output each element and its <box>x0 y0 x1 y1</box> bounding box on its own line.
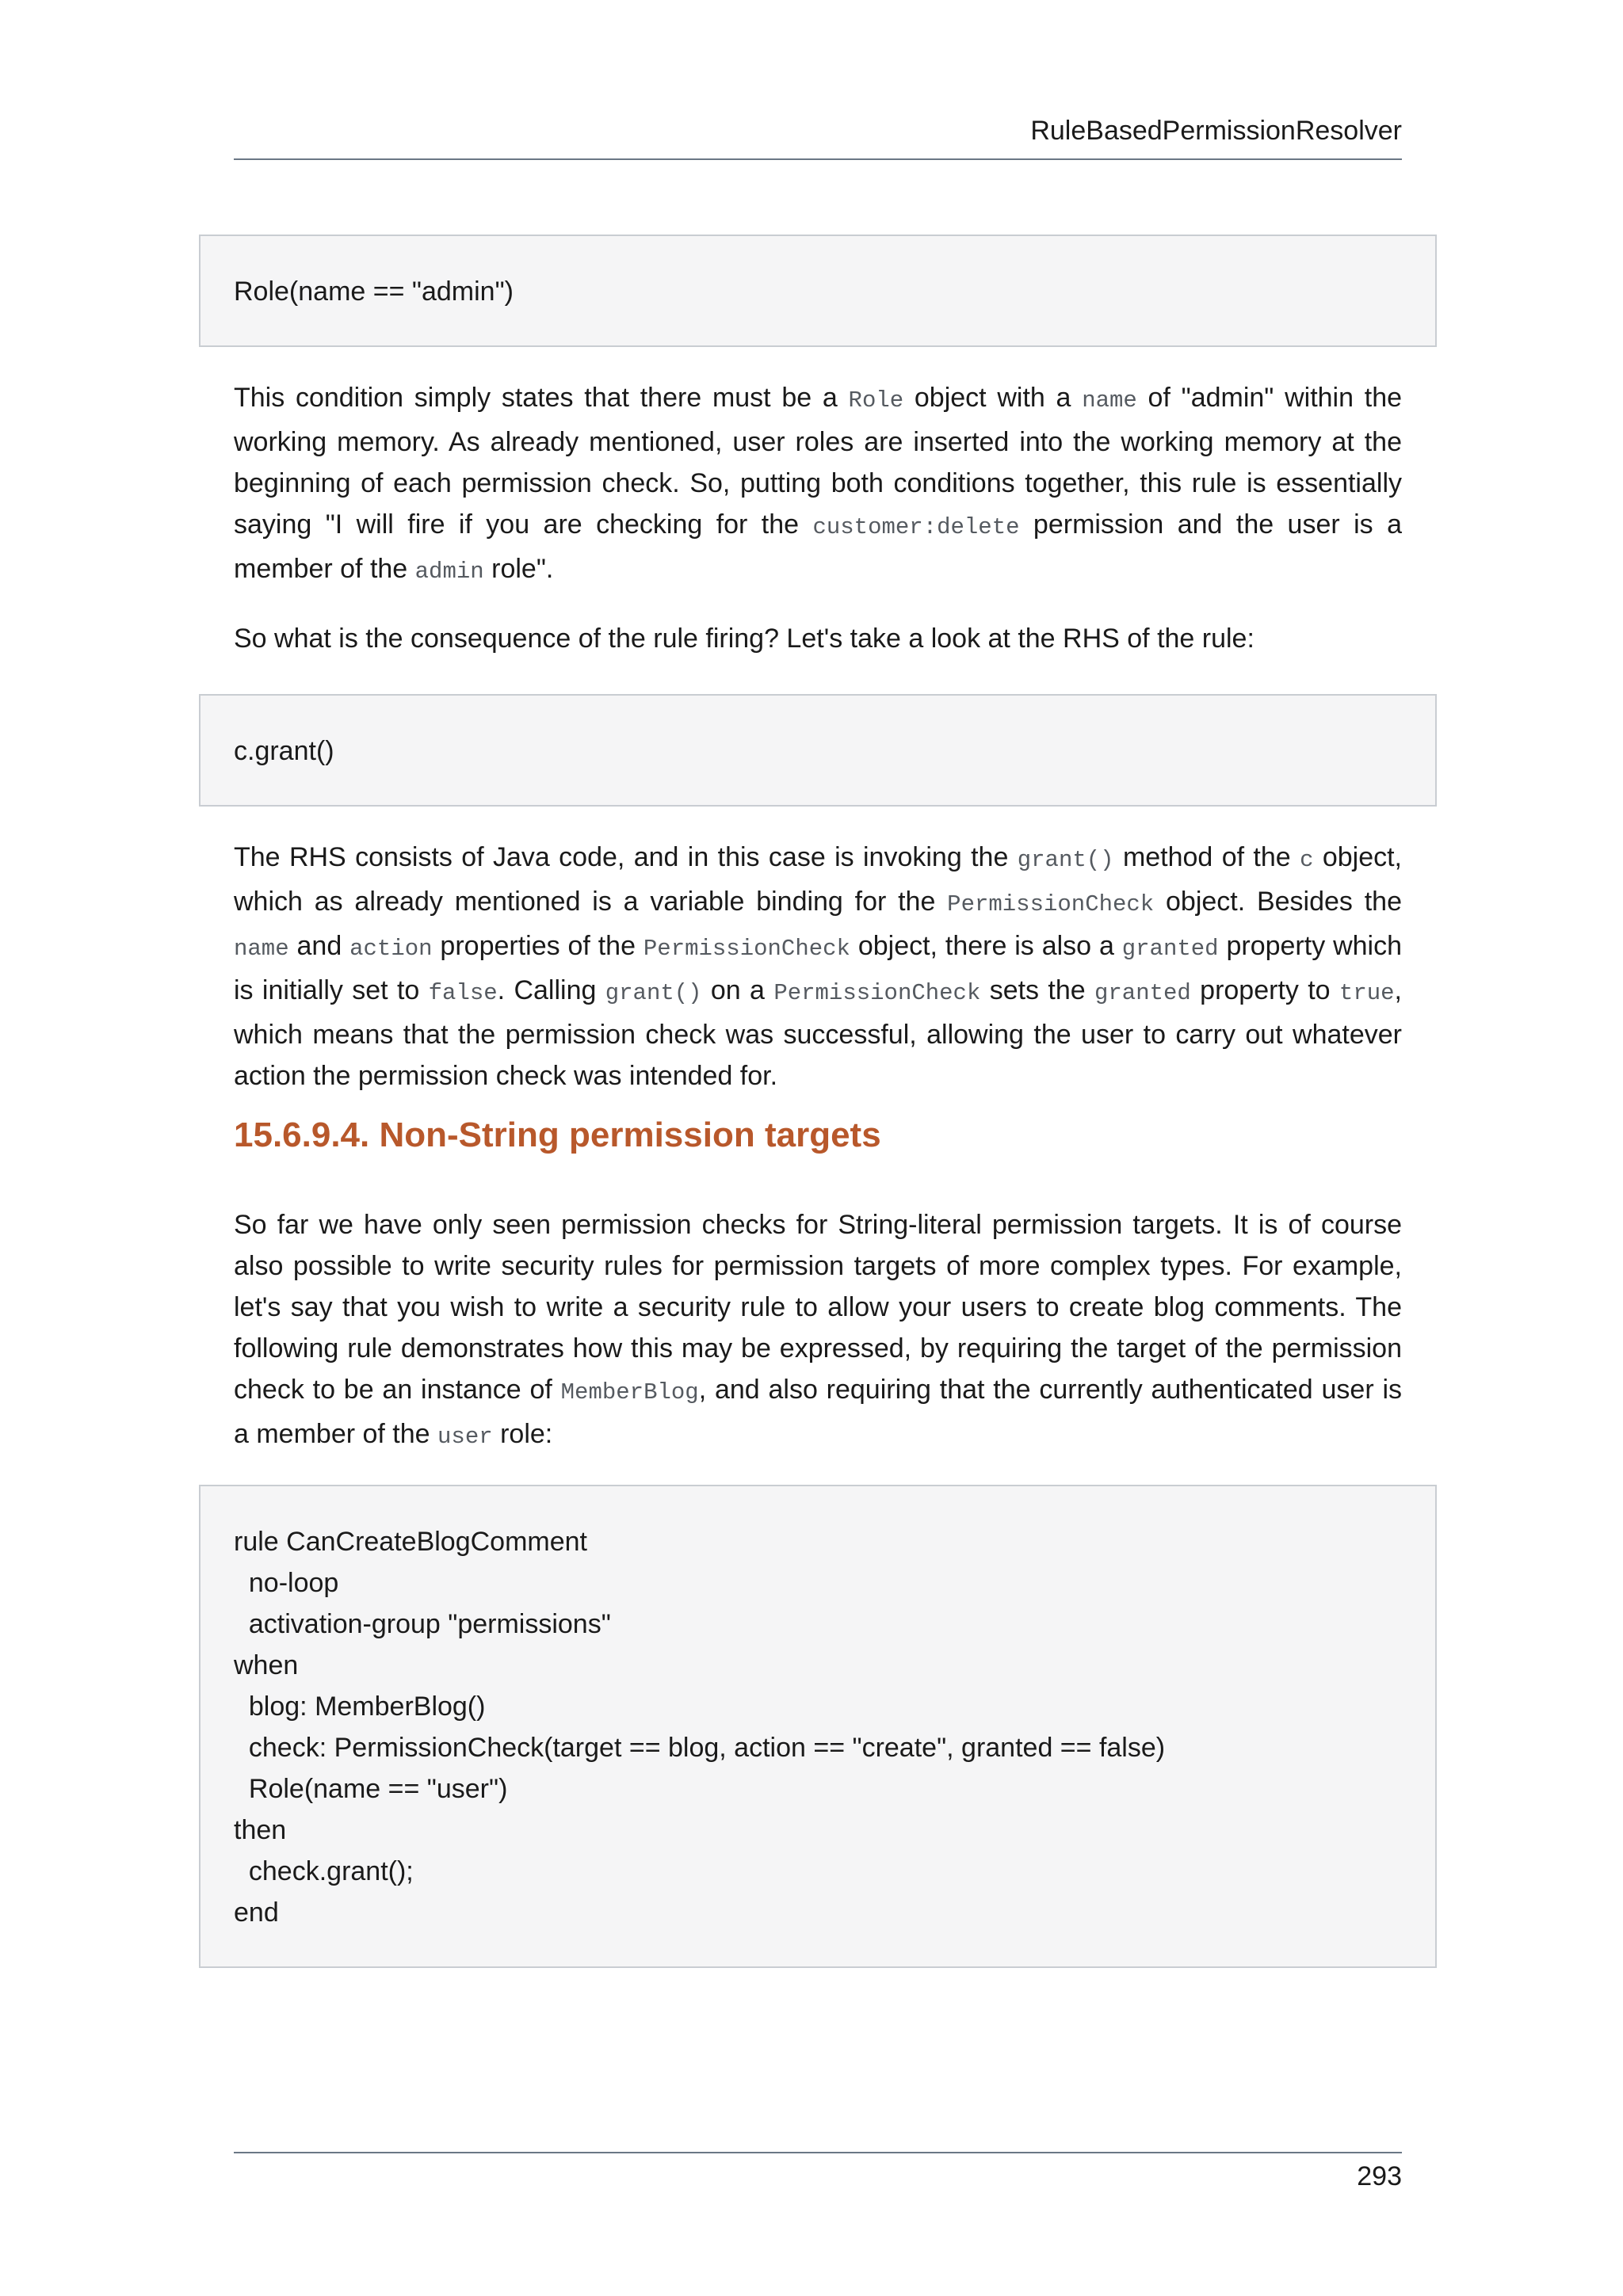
footer-divider <box>234 2152 1402 2153</box>
running-header-title: RuleBasedPermissionResolver <box>1030 116 1402 146</box>
paragraph-rhs-explanation: The RHS consists of Java code, and in this case is invoking the grant() method of the c object, which as already mentioned is a variable binding for the PermissionCheck object. Besides the name and action properties of the PermissionCheck object, there is also a granted property which is initially set to false. Calling grant() on a PermissionCheck sets the granted property to true, which means that the permission check was successful, allowing the user to carry out whatever action the permission check was intended for. <box>234 842 1403 1091</box>
code-line: Role(name == "admin") <box>234 277 514 307</box>
inline-code: c <box>1300 847 1314 873</box>
code-line: then <box>234 1815 287 1845</box>
inline-code: grant() <box>1017 847 1114 873</box>
inline-code: name <box>234 936 289 962</box>
inline-code: granted <box>1121 936 1219 962</box>
inline-code: name <box>1082 387 1137 414</box>
inline-code: action <box>349 936 433 962</box>
inline-code: customer:delete <box>812 514 1020 540</box>
inline-code: false <box>428 980 498 1006</box>
page-header <box>234 113 1402 160</box>
inline-code: granted <box>1094 980 1191 1006</box>
inline-code: Role <box>848 387 904 414</box>
code-block-role-admin <box>199 235 1437 347</box>
paragraph-rhs-intro: So what is the consequence of the rule firing? Let's take a look at the RHS of the rule: <box>234 624 1254 654</box>
paragraph-role-condition: This condition simply states that there must be a Role object with a name of "admin" within the working memory. As already mentioned, user roles are inserted into the working memory at the beginning of each permission check. So, putting both conditions together, this rule is essentially saying "I will fire if you are checking for the customer:delete permission and the user is a member of the admin role". <box>234 383 1403 585</box>
code-line: blog: MemberBlog() <box>234 1691 486 1722</box>
code-line: check.grant(); <box>234 1856 414 1886</box>
inline-code: grant() <box>605 980 702 1006</box>
code-line: end <box>234 1897 279 1928</box>
inline-code: MemberBlog <box>560 1379 699 1405</box>
inline-code: admin <box>414 559 484 585</box>
code-line: when <box>234 1650 299 1680</box>
inline-code: PermissionCheck <box>773 980 981 1006</box>
code-line: Role(name == "user") <box>234 1774 508 1804</box>
inline-code: user <box>437 1424 493 1450</box>
section-heading: 15.6.9.4. Non-String permission targets <box>234 1116 881 1154</box>
code-line: check: PermissionCheck(target == blog, action == "create", granted == false) <box>234 1733 1166 1763</box>
paragraph-non-string-targets: So far we have only seen permission checks for String-literal permission targets. It is of course also possible to write security rules for permission targets of more complex types. For example, let's say that you wish to write a security rule to allow your users to create blog comments. The following rule demonstrates how this may be expressed, by requiring the target of the permission check to be an instance of MemberBlog, and also requiring that the currently authenticated user is a member of the user role: <box>234 1210 1402 1450</box>
code-line: rule CanCreateBlogComment <box>234 1527 587 1557</box>
code-line: activation-group "permissions" <box>234 1609 611 1639</box>
inline-code: PermissionCheck <box>643 936 850 962</box>
code-line: c.grant() <box>234 736 334 766</box>
inline-code: PermissionCheck <box>947 891 1155 917</box>
code-block-grant <box>199 694 1437 807</box>
code-line: no-loop <box>234 1568 339 1598</box>
code-block-blog-comment-rule <box>199 1485 1437 1968</box>
page-number: 293 <box>1357 2161 1402 2191</box>
inline-code: true <box>1338 980 1395 1006</box>
